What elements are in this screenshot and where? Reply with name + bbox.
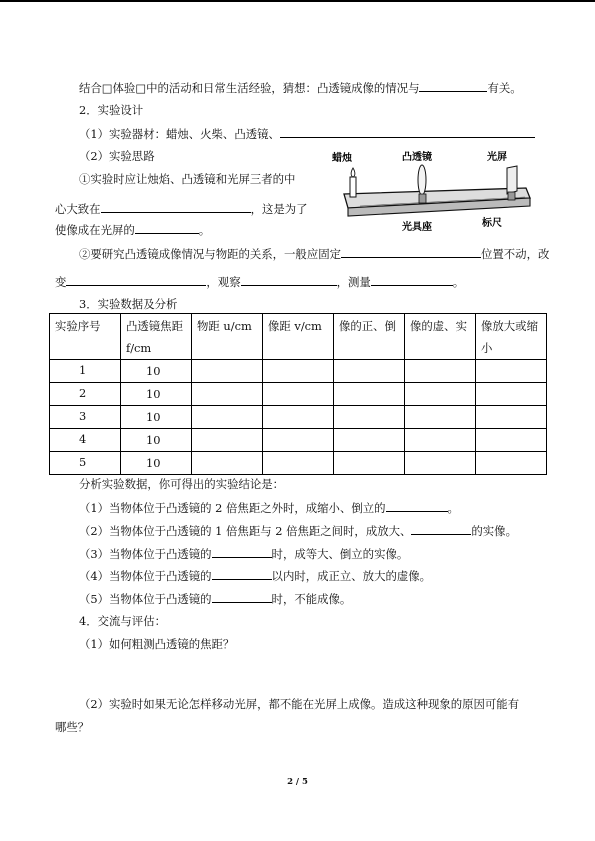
focal-cell: 10 [121,383,192,406]
approach-item-1-cont [55,201,308,216]
header-image-distance: 像距 v/cm [263,314,334,360]
approach-text: 心大致在 [55,202,101,216]
conclusion-text: （2）当物体位于凸透镜的 1 倍焦距与 2 倍焦距之间时，成放大、 [79,524,412,538]
empty-cell[interactable] [476,406,547,429]
approach-item-2 [79,246,549,261]
header-object-distance: 物距 u/cm [192,314,263,360]
empty-cell[interactable] [334,406,405,429]
answer-blank[interactable] [212,591,272,603]
approach-text: 。 [452,275,465,289]
conclusion-text: （3）当物体位于凸透镜的 [79,547,212,561]
table-row [50,383,547,406]
section-heading-evaluation: 4．交流与评估： [79,614,166,628]
table-row [50,360,547,383]
conclusion-text: 。 [447,501,459,515]
answer-blank[interactable] [241,274,337,286]
question-2-cont: 哪些？ [55,720,90,734]
header-real-virtual: 像的虚、实 [405,314,476,360]
screen-icon [507,166,517,194]
conclusion-text: （4）当物体位于凸透镜的 [79,569,212,583]
empty-cell[interactable] [405,360,476,383]
answer-blank[interactable] [341,246,481,258]
empty-cell[interactable] [334,360,405,383]
empty-cell[interactable] [405,383,476,406]
empty-cell[interactable] [476,452,547,475]
conclusion-5 [79,591,351,606]
table-header-row [50,314,547,360]
analysis-prompt: 分析实验数据，你可得出的实验结论是： [79,477,285,491]
candle-label: 蜡烛 [332,153,352,164]
empty-cell[interactable] [263,360,334,383]
hypothesis-end: 有关。 [487,81,522,95]
approach-text: ，观察 [206,275,241,289]
empty-cell[interactable] [476,429,547,452]
lens-icon [418,165,426,195]
page-top-border [0,0,595,2]
hypothesis-text: 结合□体验□中的活动和日常生活经验，猜想：凸透镜成像的情况与 [79,81,420,95]
trial-cell: 1 [50,360,121,383]
lens-label: 凸透镜 [402,152,432,163]
hypothesis-line [79,80,522,95]
empty-cell[interactable] [263,452,334,475]
approach-text: 使像成在光屏的 [55,223,135,237]
answer-blank[interactable] [280,126,535,138]
empty-cell[interactable] [192,452,263,475]
empty-cell[interactable] [476,360,547,383]
subheading-approach: （2）实验思路 [79,149,155,163]
empty-cell[interactable] [192,360,263,383]
table-row [50,452,547,475]
empty-cell[interactable] [192,406,263,429]
header-focal: 凸透镜焦距 f/cm [121,314,192,360]
empty-cell[interactable] [405,429,476,452]
screen-label: 光屏 [487,152,507,163]
table-row [50,406,547,429]
approach-text: 位置不动，改 [481,247,550,261]
answer-blank[interactable] [212,568,272,580]
empty-cell[interactable] [405,406,476,429]
header-orientation: 像的正、倒 [334,314,405,360]
table-row [50,429,547,452]
answer-blank[interactable] [101,201,251,213]
empty-cell[interactable] [334,383,405,406]
section-heading-design: 2．实验设计 [79,103,144,117]
page-number: 2 / 5 [287,777,308,787]
approach-item-1-end [55,222,210,237]
focal-cell: 10 [121,452,192,475]
answer-blank[interactable] [135,222,199,234]
empty-cell[interactable] [192,383,263,406]
conclusion-text: 时，不能成像。 [271,592,352,606]
conclusion-text: 的实像。 [471,524,517,538]
header-trial: 实验序号 [50,314,121,360]
conclusion-4 [79,568,431,583]
conclusion-text: 以内时，成正立、放大的虚像。 [271,569,432,583]
empty-cell[interactable] [405,452,476,475]
trial-cell: 4 [50,429,121,452]
question-2: （2）实验时如果无论怎样移动光屏，都不能在光屏上成像。造成这种现象的原因可能有 [79,697,520,711]
empty-cell[interactable] [192,429,263,452]
empty-cell[interactable] [263,406,334,429]
trial-cell: 2 [50,383,121,406]
approach-text: ，测量 [336,275,371,289]
optical-bench-figure [330,148,540,238]
trial-cell: 3 [50,406,121,429]
answer-blank[interactable] [419,80,487,92]
equipment-line [79,126,535,141]
empty-cell[interactable] [334,429,405,452]
approach-text: ，这是为了 [250,202,308,216]
equipment-text: （1）实验器材：蜡烛、火柴、凸透镜、 [79,127,280,141]
approach-text: 。 [198,223,211,237]
approach-item-2-cont [55,274,464,289]
focal-cell: 10 [121,429,192,452]
focal-cell: 10 [121,360,192,383]
empty-cell[interactable] [334,452,405,475]
candle-icon [350,177,356,197]
empty-cell[interactable] [263,429,334,452]
question-1: （1）如何粗测凸透镜的焦距？ [79,637,235,651]
empty-cell[interactable] [263,383,334,406]
answer-blank[interactable] [212,546,272,558]
answer-blank[interactable] [371,274,453,286]
conclusion-2 [79,523,517,538]
answer-blank[interactable] [386,500,448,512]
answer-blank[interactable] [411,523,471,535]
conclusion-text: （5）当物体位于凸透镜的 [79,592,212,606]
bench-label: 光具座 [402,222,432,233]
approach-text: ②要研究凸透镜成像情况与物距的关系，一般应固定 [79,247,341,261]
data-table [49,313,547,475]
flame-icon [351,168,355,177]
conclusion-1 [79,500,459,515]
approach-text: 变 [55,275,67,289]
answer-blank[interactable] [66,274,206,286]
conclusion-text: 时，成等大、倒立的实像。 [271,547,409,561]
conclusion-3 [79,546,408,561]
ruler-label: 标尺 [482,218,502,229]
section-heading-data: 3．实验数据及分析 [79,297,178,311]
approach-item-1-text: ①实验时应让烛焰、凸透镜和光屏三者的中 [79,172,296,186]
focal-cell: 10 [121,406,192,429]
conclusion-text: （1）当物体位于凸透镜的 2 倍焦距之外时，成缩小、倒立的 [79,501,386,515]
empty-cell[interactable] [476,383,547,406]
header-magnification: 像放大或缩 小 [476,314,547,360]
trial-cell: 5 [50,452,121,475]
